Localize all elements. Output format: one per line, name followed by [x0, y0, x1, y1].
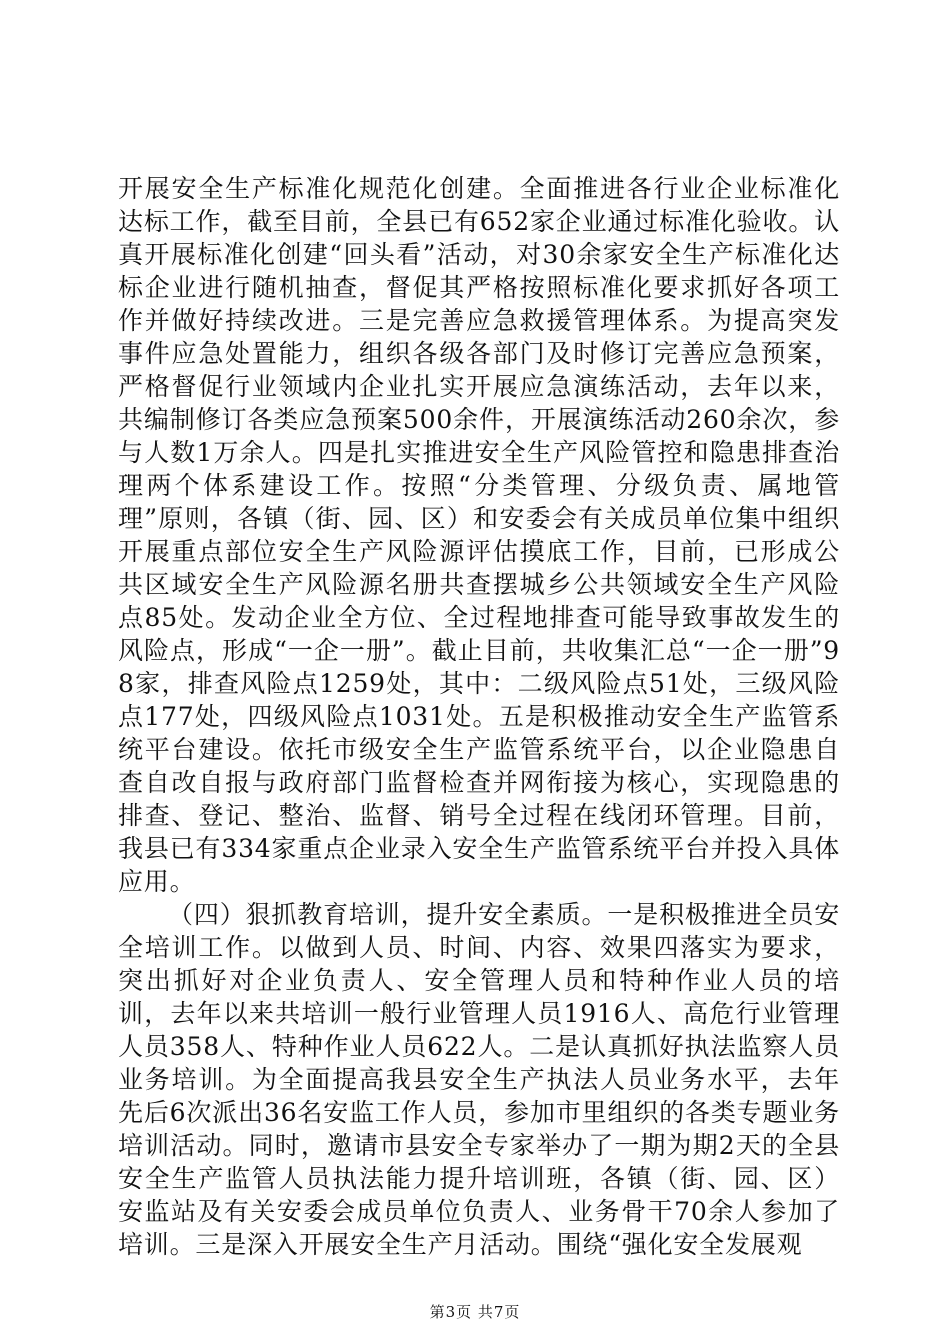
- paragraph-continuation: 开展安全生产标准化规范化创建。全面推进各行业企业标准化达标工作，截至目前，全县已有652家企业通过标准化验收。认真开展标准化创建“回头看”活动，对30余家安全生产标准化达标企业进行随机抽查，督促其严格按照标准化要求抓好各项工作并做好持续改进。三是完善应急救援管理体系。为提高突发事件应急处置能力，组织各级各部门及时修订完善应急预案，严格督促行业领域内企业扎实开展应急演练活动，去年以来，共编制修订各类应急预案500余件，开展演练活动260余次，参与人数1万余人。四是扎实推进安全生产风险管控和隐患排查治理两个体系建设工作。按照“分类管理、分级负责、属地管理”原则，各镇（街、园、区）和安委会有关成员单位集中组织开展重点部位安全生产风险源评估摸底工作，目前，已形成公共区域安全生产风险源名册共查摆城乡公共领域安全生产风险点85处。发动企业全方位、全过程地排查可能导致事故发生的风险点，形成“一企一册”。截止目前，共收集汇总“一企一册”98家，排查风险点1259处，其中：二级风险点51处，三级风险点177处，四级风险点1031处。五是积极推动安全生产监管系统平台建设。依托市级安全生产监管系统平台，以企业隐患自查自改自报与政府部门监督检查并网衔接为核心，实现隐患的排查、登记、整治、监督、销号全过程在线闭环管理。目前，我县已有334家重点企业录入安全生产监管系统平台并投入具体应用。: [118, 174, 840, 896]
- paragraph-section-four: （四）狠抓教育培训，提升安全素质。一是积极推进全员安全培训工作。以做到人员、时间、内容、效果四落实为要求，突出抓好对企业负责人、安全管理人员和特种作业人员的培训，去年以来共培训一般行业管理人员1916人、高危行业管理人员358人、特种作业人员622人。二是认真抓好执法监察人员业务培训。为全面提高我县安全生产执法人员业务水平，去年先后6次派出36名安监工作人员，参加市里组织的各类专题业务培训活动。同时，邀请市县安全专家举办了一期为期2天的全县安全生产监管人员执法能力提升培训班，各镇（街、园、区）安监站及有关安委会成员单位负责人、业务骨干70余人参加了培训。三是深入开展安全生产月活动。围绕“强化安全发展观: [118, 900, 840, 1259]
- page-number-footer: 第3页 共7页: [429, 1303, 521, 1321]
- document-body: [118, 172, 840, 1261]
